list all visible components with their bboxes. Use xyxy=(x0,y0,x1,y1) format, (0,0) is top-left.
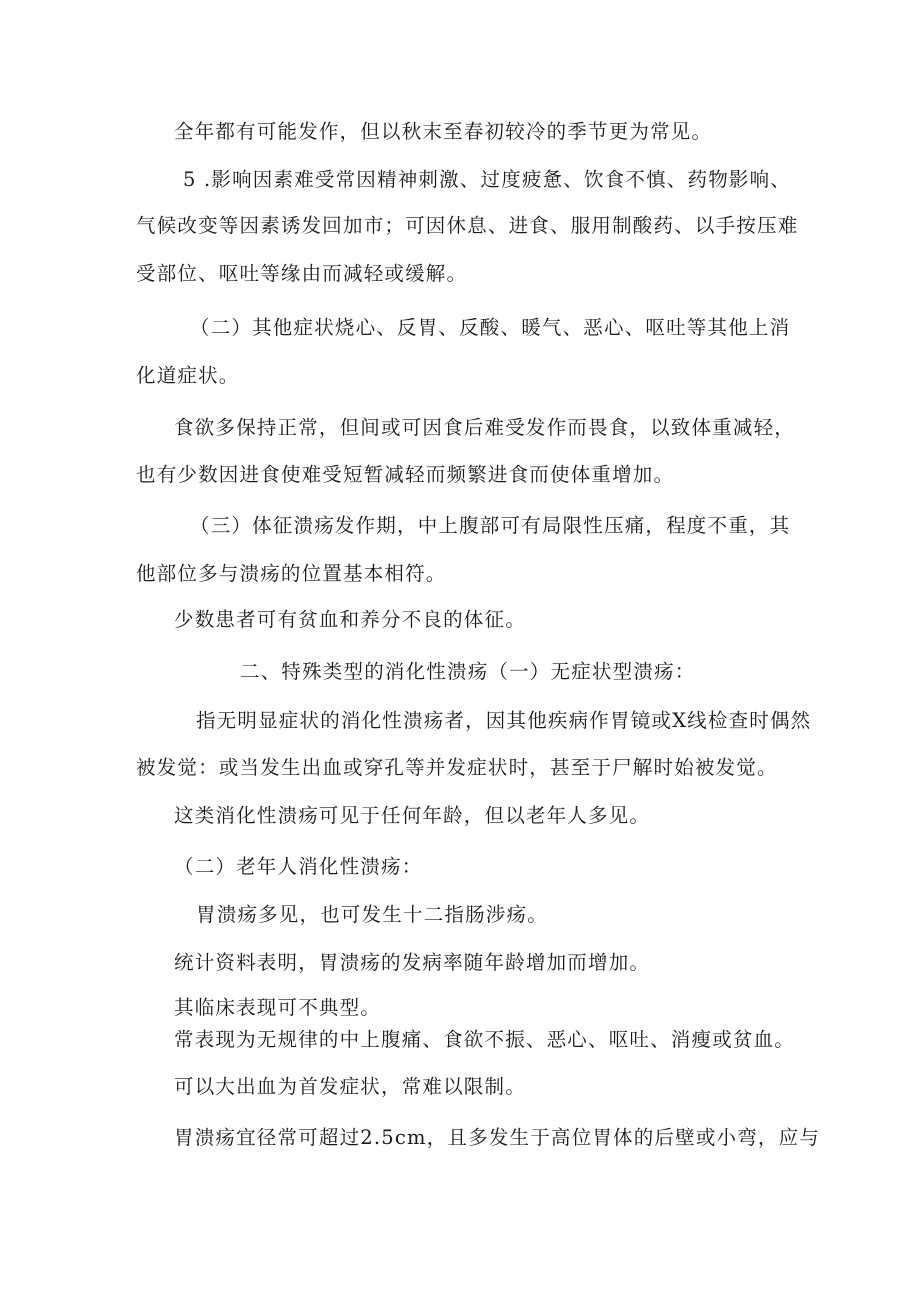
text-line: 常表现为无规律的中上腹痛、食欲不振、恶心、呕吐、消瘦或贫血。 xyxy=(174,1028,796,1051)
text-line: 也有少数因进食使难受短暂减轻而频繁进食而使体重增加。 xyxy=(136,463,675,486)
text-line: 他部位多与溃疡的位置基本相符。 xyxy=(136,562,447,585)
text-line: 这类消化性溃疡可见于任何年龄，但以老年人多见。 xyxy=(174,804,651,827)
text-line: （二）其他症状烧心、反胃、反酸、暖气、恶心、呕吐等其他上消 xyxy=(190,316,791,339)
text-line: 5 .影响因素难受常因精神刺激、过度疲惫、饮食不慎、药物影响、 xyxy=(183,168,792,191)
text-line: 少数患者可有贫血和养分不良的体征。 xyxy=(174,608,526,631)
text-line: 胃溃疡多见，也可发生十二指肠涉疡。 xyxy=(196,903,548,926)
text-line: 食欲多保持正常，但间或可因食后难受发作而畏食，以致体重减轻， xyxy=(174,416,796,439)
text-line: 受部位、呕吐等缘由而减轻或缓解。 xyxy=(136,262,468,285)
text-line: （三）体征溃疡发作期，中上腹部可有局限性压痛，程度不重，其 xyxy=(190,514,791,537)
text-line: 气候改变等因素诱发回加市；可因休息、进食、服用制酸药、以手按压难 xyxy=(136,214,799,237)
text-line: 指无明显症状的消化性溃疡者，因其他疾病作胃镜或X线检查时偶然 xyxy=(196,709,812,732)
subsection-heading: （二）老年人消化性溃疡： xyxy=(174,855,423,878)
text-line: 统计资料表明，胃溃疡的发病率随年龄增加而增加。 xyxy=(174,951,651,974)
text-line: 可以大出血为首发症状，常难以限制。 xyxy=(174,1075,526,1098)
section-heading: 二、特殊类型的消化性溃疡（一）无症状型溃疡： xyxy=(240,660,696,683)
text-line: 化道症状。 xyxy=(136,364,240,387)
text-line: 胃溃疡宜径常可超过2.5cm，且多发生于高位胃体的后壁或小弯，应与 xyxy=(174,1126,821,1149)
text-line: 被发觉：或当发生出血或穿孔等并发症状时，甚至于尸解时始被发觉。 xyxy=(136,756,778,779)
text-line: 其临床表现可不典型。 xyxy=(174,996,382,1019)
text-line: 全年都有可能发作，但以秋末至春初较冷的季节更为常见。 xyxy=(174,120,713,143)
